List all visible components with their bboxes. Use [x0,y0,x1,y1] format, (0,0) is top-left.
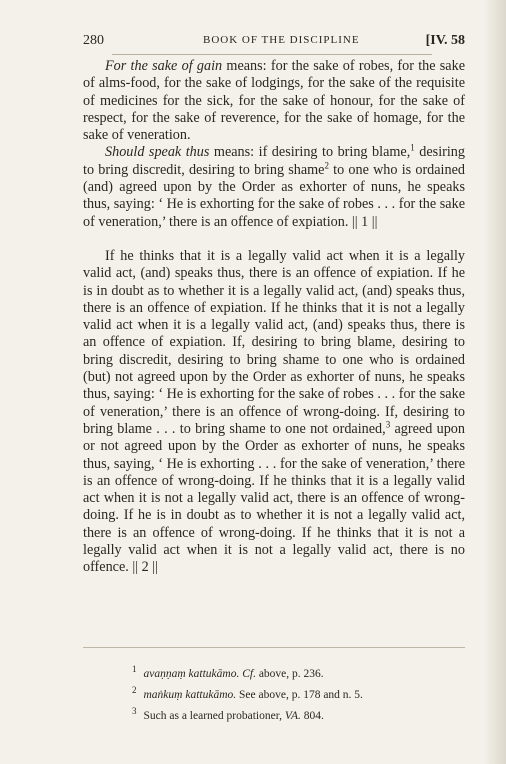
paragraph-legally-valid [83,248,465,577]
footnote-marker: 3 [385,419,391,430]
running-header [83,33,465,51]
page-number: 280 [83,33,104,48]
footnote-1 [132,661,462,682]
footnote-3 [132,703,462,724]
footnote-2 [132,682,462,703]
paragraph-text: If he thinks that it is a legally valid act when it is a legally valid act, (and) speaks thus, there is an offence of expiation. If he is in doubt as to whether it is a legally valid act, (and) speaks thus, there is an offence of expiation. If he thinks that it is not a legally valid act when it is a legally valid act, (and) speaks thus, there is an offence of expiation. If, desiring to bring blame, desiring to bring discredit, desiring to bring shame to one who is ordained (but) not agreed upon by the Order as exhorter of nuns, he speaks thus, saying: ‘ He is exhorting for the sake of robes . . . for the sake of veneration,’ there is an offence of wrong-doing. If, desiring to bring blame . . . to bring shame to one not ordained, [83,247,465,437]
footnote-marker: 1 [410,142,415,153]
footnote-text: above, p. 236. [255,667,324,680]
footnote-marker: 2 [324,160,329,171]
footnote-rule [83,647,465,648]
section-reference: [IV. 58 [425,33,465,48]
page-edge-shadow [484,0,506,764]
body-text [83,58,465,577]
footnote-number: 3 [132,705,137,716]
footnote-number: 2 [132,684,137,695]
footnote-text: Such as a learned probationer, [143,709,285,722]
footnote-ref: VA. [284,709,301,722]
paragraph-gain [83,58,465,144]
paragraph-should-speak [83,144,465,230]
paragraph-text: means: for the sake of robes, for the sake of alms-food, for the sake of lodgings, for the sake of the requisite of medicines for the sick, for the sake of honour, for the sake of respect, for the sake of reverence, for the sake of homage, for the sake of veneration. [83,58,465,144]
footnote-number: 1 [132,664,137,674]
running-title: BOOK OF THE DISCIPLINE [203,34,360,46]
footnote-text: 804. [300,709,324,722]
footnote-ref: Cf. [242,667,256,680]
footnote-text: See above, p. 178 and n. 5. [236,688,363,701]
term-for-the-sake-of-gain: For the sake of gain [105,58,223,74]
footnote-term: avaṇṇaṃ kattukāmo. [143,667,240,680]
paragraph-text: means: if desiring to bring blame, [209,144,411,161]
term-should-speak-thus: Should speak thus [105,144,210,161]
paragraph-text: desiring to bring discredit, desiring to bring shame [83,144,465,178]
footnote-term: maṅkuṃ kattukāmo. [143,688,237,701]
header-rule [112,54,432,55]
footnotes [132,661,462,723]
paragraph-text: to one who is ordained (and) agreed upon by the Order as exhorter of nuns, he speaks thus, saying: ‘ He is exhorting for the sake of robes . . . for the sake of veneration,’ there is an offence of expiation. || 1 || [83,161,465,230]
paragraph-text: agreed upon or not agreed upon by the Order as exhorter of nuns, he speaks thus, saying, ‘ He is exhorting . . . for the sake of veneration,’ there is an offence of wrong-doing. If he thinks that it is a legally valid act when it is not a legally valid act, there is an offence of wrong-doing. If he is in doubt as to whether it is not a legally valid act, there is an offence of wrong-doing. If he thinks that it is not a legally valid act when it is not a legally valid act, there is no offence. || 2 || [83,420,465,576]
